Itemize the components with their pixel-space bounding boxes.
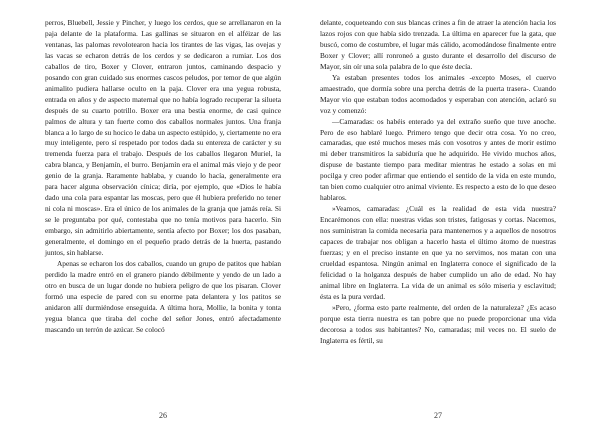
right-paragraph-4: »Veamos, camaradas: ¿Cuál es la realidad de esta vida nuestra? Encarémonos con ella: nuestras vidas son tristes, fatigosas y cortas. Nacemos, nos suministran la comida necesaria para mantenernos y a aquellos de nosotros capaces de trabajar nos obligan a hacerlo hasta el último átomo de nuestras fuerzas; y en el preciso instante en que ya no servimos, nos matan con una crueldad espantosa. Ningún animal en Inglaterra conoce el significado de la felicidad o la holganza después de haber cumplido un año de edad. No hay animal libre en Inglaterra. La vida de un animal es sólo miseria y esclavitud; ésta es la pura verdad.: [320, 204, 556, 301]
right-paragraph-3: —Camaradas: os habéis enterado ya del extraño sueño que tuve anoche. Pero de eso hablaré luego. Primero tengo que decir otra cosa. Yo no creo, camaradas, que esté muchos meses más con vosotros y antes de morir estimo mi deber transmitiros la sabiduría que he adquirido. He vivido muchos años, dispuse de bastante tiempo para meditar mientras he estado a solas en mi pocilga y creo poder afirmar que entiendo el sentido de la vida en este mundo, tan bien como cualquier otro animal viviente. Es respecto a esto de lo que deseo hablaros.: [320, 116, 556, 203]
right-paragraph-2: Ya estaban presentes todos los animales -excepto Moses, el cuervo amaestrado, que dormía sobre una percha detrás de la puerta trasera-. Cuando Mayor vio que estaban todos acomodados y esperaban con atención, aclaró su voz y comenzó:: [320, 72, 556, 115]
right-paragraph-1: delante, coqueteando con sus blancas crines a fin de atraer la atención hacia los lazos rojos con que había sido trenzada. La última en aparecer fue la gata, que buscó, como de costumbre, el lugar más cálido, acomodándose finalmente entre Boxer y Clover; allí ronroneó a gusto durante el desarrollo del discurso de Mayor, sin oír una sola palabra de lo que éste decía.: [320, 18, 556, 71]
left-page: [45, 18, 281, 438]
right-paragraph-5: »Pero, ¿forma esto parte realmente, del orden de la naturaleza? ¿Es acaso porque esta tierra nuestra es tan pobre que no puede proporcionar una vida decorosa a todos sus habitantes? No, camaradas; mil veces no. El suelo de Inglaterra es fértil, su: [320, 302, 556, 345]
left-paragraph-2: Apenas se echaron los dos caballos, cuando un grupo de patitos que habían perdido la madre entró en el granero piando débilmente y yendo de un lado a otro en busca de un lugar donde no hubiera peligro de que los pisaran. Clover formó una especie de pared con su enorme pata delantera y los patitos se anidaron allí durmiéndose enseguida. A última hora, Mollie, la bonita y tonta yegua blanca que tiraba del coche del señor Jones, entró afectadamente mascando un terrón de azúcar. Se colocó: [45, 258, 281, 334]
right-page-number: 27: [434, 411, 442, 420]
left-page-number: 26: [159, 411, 167, 420]
left-paragraph-1: perros, Bluebell, Jessie y Pincher, y luego los cerdos, que se arrellanaron en la paja delante de la plataforma. Las gallinas se situaron en el alféizar de las ventanas, las palomas revolotearon hacia los tirantes de las vigas, las ovejas y las vacas se echaron detrás de los cerdos y se dedicaron a rumiar. Los dos caballos de tiro, Boxer y Clover, entraron juntos, caminando despacio y posando con gran cuidado sus enormes cascos peludos, por temor de que algún animalito pudiera hallarse oculto en la paja. Clover era una yegua robusta, entrada en años y de aspecto maternal que no había logrado recuperar la silueta después de su cuarto potrillo. Boxer era una bestia enorme, de casi quince palmos de altura y tan fuerte como dos caballos normales juntos. Una franja blanca a lo largo de su hocico le daba un aspecto estúpido, y, ciertamente no era muy inteligente, pero sí respetado por todos dada su entereza de carácter y su tremenda fuerza para el trabajo. Después de los caballos llegaron Muriel, la cabra blanca, y Benjamín, el burro. Benjamín era el animal más viejo y de peor genio de la granja. Raramente hablaba, y cuando lo hacía, generalmente era para hacer alguna observación cínica; diría, por ejemplo, que «Dios le había dado una cola para espantar las moscas, pero que él hubiera preferido no tener ni cola ni moscas». Era el único de los animales de la granja que jamás reía. Si se le preguntaba por qué, contestaba que no tenía motivos para hacerlo. Sin embargo, sin admitirlo abiertamente, sentía afecto por Boxer; los dos pasaban, generalmente, el domingo en el pequeño prado detrás de la huerta, pastando juntos, sin hablarse.: [45, 18, 281, 258]
right-page: [320, 18, 556, 438]
